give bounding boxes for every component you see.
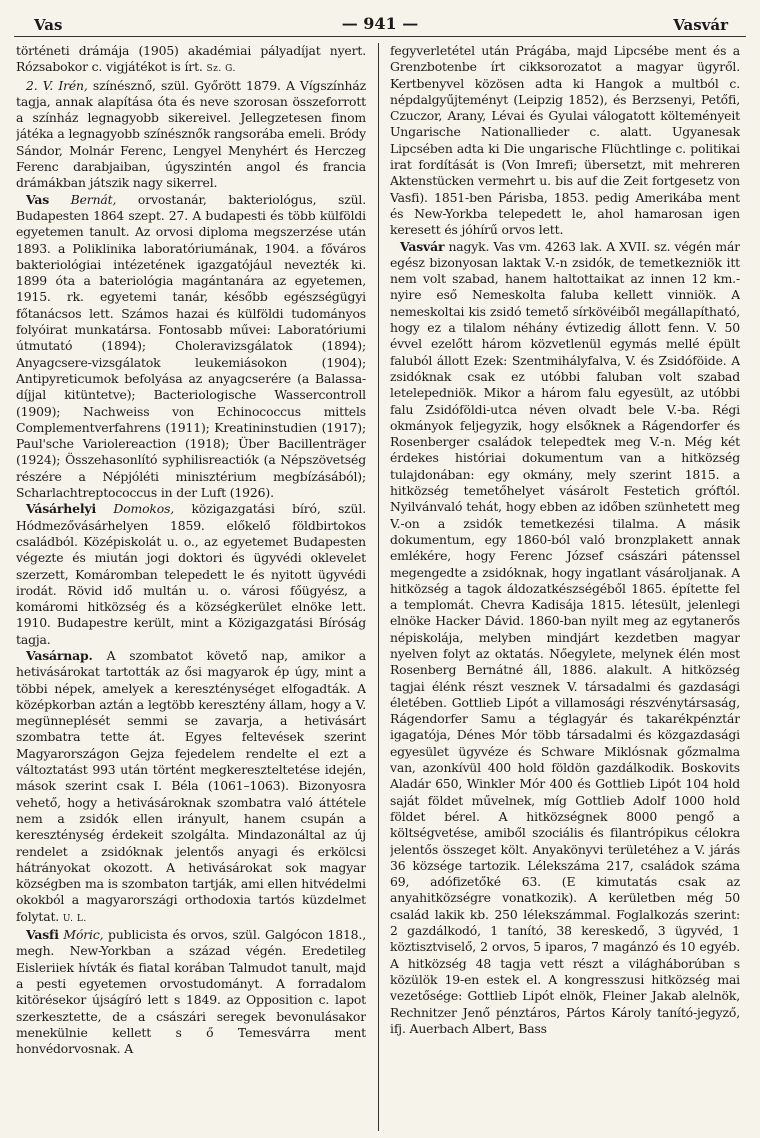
entry-text: színésznő, szül. Győrött 1879. A Vígszínház tagja, annak alapítása óta és neve szorosan összeforrott a színház legnagyobb sikereivel. Jellegzetesen finom játéka a legnagyobb színésznők rangsorába emeli. Bródy Sándor, Molnár Ferenc, Lengyel Menyhért és Herczeg Ferenc darabjaiban, úgyszintén angol és francia drámákban játszik nagy sikerrel. <box>16 77 366 191</box>
entry-headword: Vásárhelyi <box>26 501 97 517</box>
entry-vasvar <box>390 239 740 1038</box>
entry-headword: Vasvár <box>400 238 445 254</box>
entry-headword: Vasfi <box>26 927 59 943</box>
entry-forename: Móric, <box>63 927 104 943</box>
entry-forename: Domokos, <box>113 501 175 517</box>
entry-text: közigazgatási bíró, szül. Hódmezővásárhelyen 1859. előkelő földbirtokos családból. Középiskolát u. o., az egyetemet Budapesten végezte és miután jogi doktori és ügyvédi oklevelet szerzett, Komáromban telepedett le és nyitott ügyvédi irodát. Rövid idő multán u. o. városi főügyész, a komáromi hitközség és a községkerület elnöke lett. 1910. Budapestre került, mint a Közigazgatási Bíróság tagja. <box>16 501 366 647</box>
header-right-keyword: Vasvár <box>673 16 728 34</box>
entry-headword: Vas <box>26 191 50 207</box>
entry-vasfi-moric <box>16 927 366 1057</box>
entry-text: orvostanár, bakteriológus, szül. Budapesten 1864 szept. 27. A budapesti és több külföldi egyetemen tanult. Az orvosi diploma megszerzése után 1893. a Poliklinika laboratóriumának, 1904. a főváros bakteriológiai intézetének igazgatójául nevezték ki. 1899 óta a bateriológia magántanára az egyetemen, 1915. rk. egyetemi tanár, később egészségügyi főtanácsos lett. Számos hazai és külföldi tudományos folyóirat munkatársa. Fontosabb művei: Laboratóriumi útmutató (1894); Choleravizsgálatok (1894); Anyagcsere-vizsgálatok leukemiásokon (1904); Antipyreticumok befolyása az anyagcserére (a Balassa-díjjal kitüntetve); Bacteriologische Wassercontroll (1909); Nachweiss von Echinococcus mittels Complementverfahrens (1911); Kreatininstudien (1917); Paul'sche Variolereaction (1918); Über Bacillenträger (1924); Összehasonlító syphilisreactiók (a Népszövetség részére a Népjóléti minisztérium megbízásából); Scharlachtreptococcus in der Luft (1926). <box>16 191 366 501</box>
author-signature: U. L. <box>62 913 87 924</box>
left-column <box>16 43 366 1131</box>
entry-text: A szombatot követő nap, amikor a hetivásárokat tartották az ősi magyarok ép úgy, mint a többi népek, amelyek a kereszténységet elfogadták. A középkorban aztán a legtöbb keresztény állam, hogy a V. megünneplését semmi se zavarja, a hetivásárt szombatra tette át. Egyes feltevések szerint Magyarországon Gejza fejedelem rendelte el ezt a változtatást 993 után történt megkereszteltetése idején, mások szerint csak I. Béla (1061–1063). Bizonyosra vehető, hogy a hetivásároknak szombatra való áttétele nem a zsidók ellen irányult, hanem csupán a kereszténység érdekeit szolgálta. Mindazonáltal az új rendelet a zsidóknak jelentős anyagi és erkölcsi hátrányokat okozott. A hetivásárokat sok magyar községben ma is szombaton tartják, ami ellen hitvédelmi okokból a magyarországi orthodoxia tartós küzdelmet folytat. <box>16 647 366 924</box>
entry-text: fegyverletétel után Prágába, majd Lipcsébe ment és a Grenzbotenbe írt cikksorozatot a magyar ügyről. Kertbenyvel közösen adta ki Hangok a multból c. népdalgyűjteményt (Leipzig 1852), és Berzsenyi, Petőfi, Czuczor, Arany, Lévai és Gyulai válogatott költeményeit Ungarische Nationallieder c. alatt. Ugyanesak Lipcsében adta ki Die ungarische Flüchtlinge c. politikai irat fordítását is (Von Imrefi; übersetzt, mit mehreren Aktenstücken vermehrt u. bis auf die Zeit fortgesetz von Vasfi). 1851-ben Párisba, 1853. pedig Amerikába ment és New-Yorkba telepedett le, ahol hamarosan igen keresett és jóhírű orvos lett. <box>390 43 740 238</box>
entry-vasarhelyi-domokos <box>16 501 366 648</box>
entry-headword: 2. V. Irén, <box>26 77 88 93</box>
entry-continuation <box>390 43 740 239</box>
entry-forename: Bernát, <box>70 191 117 207</box>
entry-vasarnap <box>16 648 366 927</box>
entry-vas-bernat <box>16 192 366 502</box>
entry-text: publicista és orvos, szül. Galgócon 1818., megh. New-Yorkban a század végén. Eredetileg Eisleriiek hívták és fiatal korában Talmudot tanult, majd a pesti egyetemen orvostudományt. A forradalom kitörésekor újságíró lett s 1849. az Opposition c. lapot szerkesztette, de a császári seregek bevonulásakor menekülnie kellett s ő Temesvárra ment honvédorvosnak. A <box>16 927 366 1057</box>
page-number: — 941 — <box>341 14 419 33</box>
entry-text: történeti drámája (1905) akadémiai pályadíjat nyert. Rózsabokor c. vigjátékot is írt. <box>16 43 366 75</box>
entry-text: nagyk. Vas vm. 4263 lak. A XVII. sz. végén már egész bizonyosan laktak V.-n zsidók, de temetkezniök itt nem volt szabad, hanem haltottaikat az innen 12 km.-nyire eső Nemeskolta faluba kellett vinniök. A nemeskoltai kis zsidó temető sírkövéiből megállapítható, hogy ez a tilalom néhány évtizedig állott fenn. V. 50 évvel ezelőtt három közvetlenül egymás mellé épült faluból állott Ezek: Szentmihályfalva, V. és Zsidóföide. A zsidóknak csak ez utóbbi faluban volt szabad letelepedniök. Mikor a három falu egyesült, az utóbbi falu Zsidóföldi-utca néven olvadt bele V.-ba. Régi okmányok feljegyzik, hogy elsőknek a Rágendorfer és Rosenberger családok telepedtek meg V.-n. Még két érdekes históriai dokumentum van a hitközség tulajdonában: egy okmány, mely szerint 1815. a hitközség temetőhelyet vásárolt Festetich gróftól. Nyilvánvaló tehát, hogy ebben az időben szünhetett meg V.-on a zsidók temetkezési tilalma. A másik dokumentum, egy 1860-ból való bronzplakett annak emlékére, hogy Ferenc József császári pátenssel megengedte a zsidóknak, hogy ingatlant vásároljanak. A hitközség a tagok áldozatkészségéből 1865. építette fel a templomát. Chevra Kadisája 1815. létesült, jelenlegi elnöke Hacker Dávid. 1860-ban nyilt meg az egytanerős népiskolája, melyben mindjárt kezdetben magyar nyelven folyt az oktatás. Nőegylete, melynek élén most Rosenberg Bernátné áll, 1886. alakult. A hitközség tagjai élénk részt vesznek V. társadalmi és gazdasági életében. Gottlieb Lipót a villamosági részvénytársaság, Rágendorfer Samu a téglagyár és takarékpénztár igagatója, Dénes Mór több társadalmi és közgazdasági egyesület ügyvéze és Schware Miklósnak gőzmalma van, azonkívül 400 hold földön gazdálkodik. Boskovits Aladár 650, Winkler Mór 400 és Gottlieb Lipót 104 hold saját földet művelnek, míg Gottlieb Adolf 1000 hold földet bérel. A hitközségnek 8000 pengő a költségvetése, amiből szociális és filantrópikus célokra jelentős összeget költ. Anyakönyvi területéhez a V. járás 36 községe tartozik. Lélekszáma 217, családok száma 69, adófizetőké 63. (E kimutatás csak az anyahitközségre vonatkozik). A kerületben még 50 család lakik kb. 250 lélekszámmal. Foglalkozás szerint: 2 gazdálkodó, 1 tanító, 38 kereskedő, 3 ügyvéd, 1 köztisztviselő, 2 orvos, 5 iparos, 7 magánzó és 10 egyéb. A hitközség 48 tagja vett részt a világháborúban s közülök 19-en estek el. A kongresszusi hitközség mai vezetősége: Gottlieb Lipót elnök, Fleiner Jakab alelnök, Rechnitzer Jenő pénztáros, Pártos Károly tanító-jegyző, ifj. Auerbach Albert, Bass <box>390 238 740 1036</box>
entry-vas-iren <box>16 78 366 192</box>
running-header <box>14 12 746 37</box>
author-signature: Sz. G. <box>206 64 236 75</box>
entry-continuation <box>16 43 366 78</box>
text-columns <box>14 43 746 1133</box>
entry-headword: Vasárnap. <box>26 647 93 663</box>
column-divider <box>378 43 379 1131</box>
right-column <box>390 43 740 1131</box>
header-left-keyword: Vas <box>34 16 63 34</box>
